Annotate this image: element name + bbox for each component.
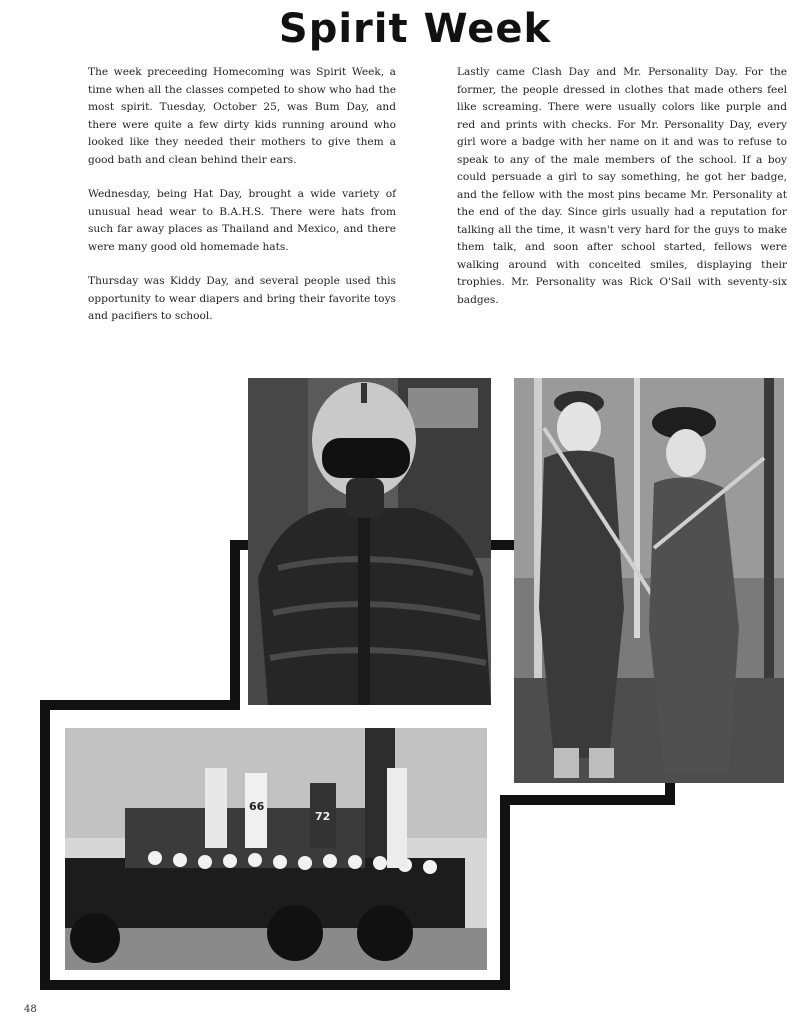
page-number: 48 — [24, 1004, 37, 1015]
paragraph-clash-day: Lastly came Clash Day and Mr. Personality Day. For the former, the people dressed in clothes that made others feel like screaming. There were usually colors like purple and red and prints with checks. For Mr. Personality Day, every girl wore a badge with her name on it and was to refuse to speak to any of the male members of the school. If a boy could persuade a girl to say something, he got her badge, and the fellow with the most pins became Mr. Personality at the end of the day. Since girls usually had a reputation for talking all the time, it wasn't very hard for the guys to make them talk, and soon after school started, fellows were walking around with conceited smiles, displaying their trophies. Mr. Personality was Rick O'Sail with seventy-six badges. — [457, 66, 787, 306]
paragraph-hat-day: Wednesday, being Hat Day, brought a wide variety of unusual head wear to B.A.H.S. There were hats from such far away places as Thailand and Mexico, and there were many good old homemade hats. — [88, 188, 396, 253]
paragraph-kiddy-day: Thursday was Kiddy Day, and several people used this opportunity to wear diapers and bring their favorite toys and pacifiers to school. — [88, 275, 396, 322]
photo-two-girls — [514, 378, 784, 783]
paragraph-bum-day: The week preceeding Homecoming was Spirit Week, a time when all the classes competed to show who had the most spirit. Tuesday, October 25, was Bum Day, and there were quite a few dirty kids running around who looked like they needed their mothers to give them a good bath and clean behind their ears. — [88, 66, 396, 166]
right-text-column — [457, 64, 787, 326]
left-text-column — [88, 64, 396, 343]
page-title: Spirit Week — [278, 6, 552, 52]
jersey-number-72: 72 — [315, 810, 331, 823]
photo-helmet-student — [248, 378, 491, 705]
photo-float-truck — [65, 728, 487, 970]
jersey-number-66: 66 — [249, 800, 265, 813]
